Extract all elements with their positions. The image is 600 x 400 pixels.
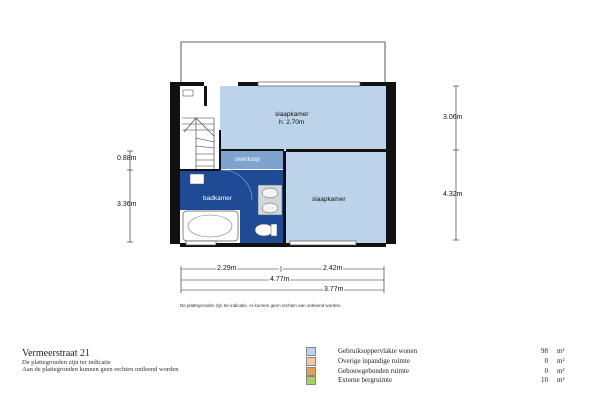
legend-value: 0	[544, 357, 548, 365]
legend-label: Externe bergruimte	[338, 376, 393, 384]
bedroom-bottom-label: slaapkamer	[312, 196, 346, 203]
bathroom-label: badkamer	[203, 195, 232, 202]
legend-label: Gebouwgebonden ruimte	[338, 367, 409, 375]
dim-bottom-right: 2.42m	[323, 265, 343, 272]
bedroom-top-height: h: 2.70m	[279, 119, 305, 126]
bathtub	[183, 211, 238, 241]
legend-row	[306, 376, 576, 384]
balcony-outline	[181, 42, 385, 82]
legend-value: 10	[541, 376, 548, 384]
dim-bottom-total: 4.77m	[270, 276, 290, 283]
legend-row	[306, 367, 576, 375]
closet-unit	[190, 174, 204, 184]
dim-bottom-left: 2.29m	[217, 265, 237, 272]
dim-right-upper: 3.06m	[443, 114, 463, 121]
legend-value: 0	[544, 367, 548, 375]
dim-left-lower: 3.36m	[117, 201, 137, 208]
legend-unit: m²	[557, 357, 565, 365]
legend-row	[306, 347, 576, 355]
sinks	[258, 185, 282, 215]
dim-right-lower: 4.32m	[443, 191, 463, 198]
legend-swatch	[306, 367, 316, 376]
radiator-icon	[183, 90, 193, 96]
dim-left-upper: 0.88m	[117, 155, 137, 162]
footer-subtitle-1: De plattegronden zijn ter indicatie	[22, 359, 111, 366]
legend-swatch	[306, 376, 316, 385]
legend-value: 98	[541, 347, 548, 355]
dim-bottom-outer: 3.77m	[324, 286, 344, 293]
landing-label: overloop	[235, 156, 260, 163]
property-title: Vermeerstraat 21	[22, 348, 91, 359]
footer-subtitle-2: Aan de plattegronden kunnen geen rechten ontleend worden	[22, 366, 179, 373]
legend-unit: m²	[557, 376, 565, 384]
bedroom-top-fill	[204, 86, 386, 150]
legend-label: Overige inpandige ruimte	[338, 357, 410, 365]
legend-unit: m²	[557, 347, 565, 355]
legend-unit: m²	[557, 367, 565, 375]
legend-label: Gebruiksoppervlakte wonen	[338, 347, 418, 355]
toilet	[255, 224, 277, 236]
legend-swatch	[306, 347, 316, 356]
bedroom-top-label: slaapkamer	[275, 111, 309, 118]
plan-disclaimer: De plattegronden zijn ter indicatie, er kunnen geen rechten aan ontleend worden.	[180, 303, 342, 308]
legend-row	[306, 357, 576, 365]
legend-swatch	[306, 357, 316, 366]
